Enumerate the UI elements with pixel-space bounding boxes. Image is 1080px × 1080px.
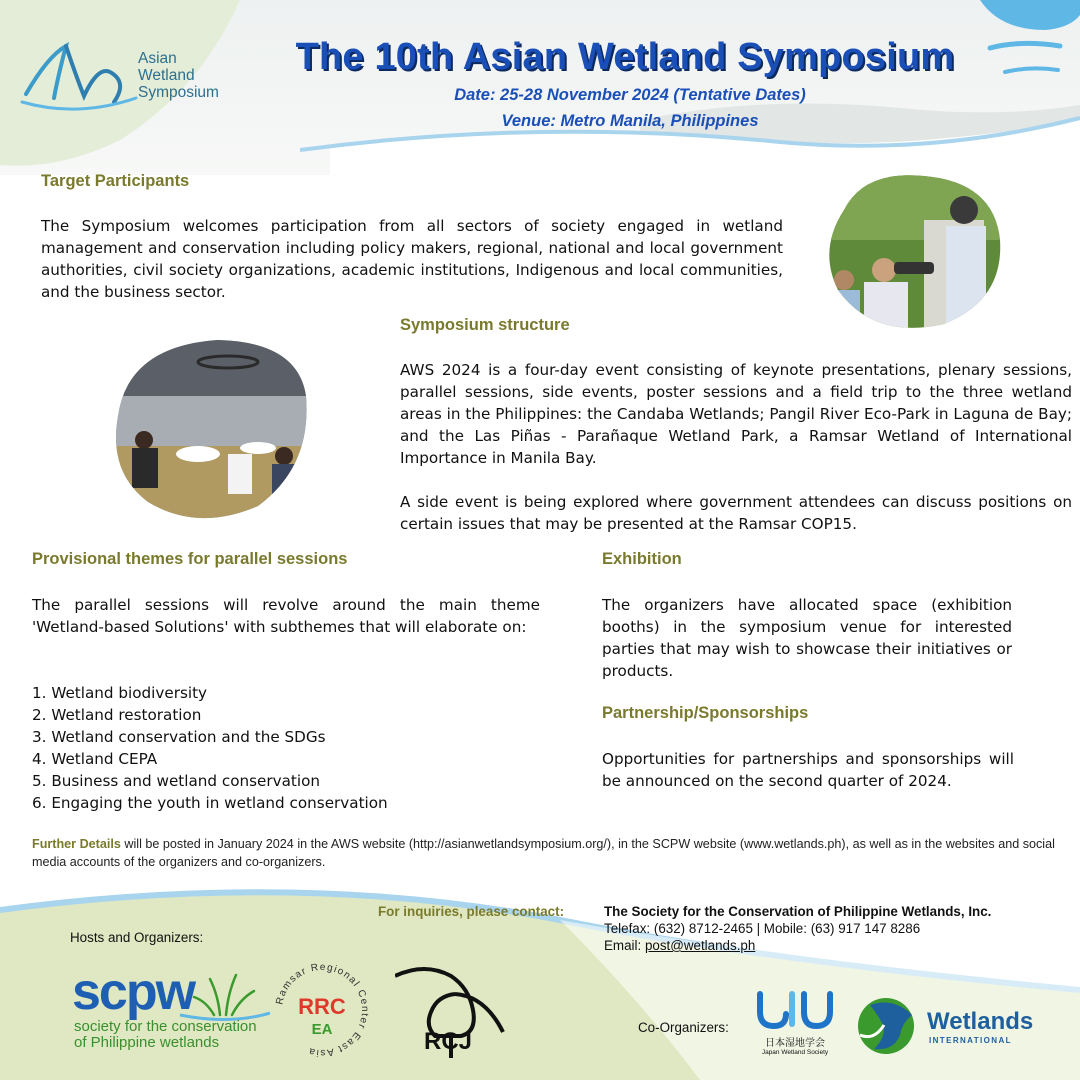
themes-list	[32, 682, 388, 814]
jws-japanese-name: 日本湿地学会	[765, 1038, 825, 1049]
rrc-sub: EA	[311, 1021, 333, 1038]
contact-email	[604, 938, 755, 953]
list-item: 4. Wetland CEPA	[32, 750, 158, 768]
conference-room-photo	[108, 336, 308, 522]
list-item: 6. Engaging the youth in wetland conservation	[32, 794, 388, 812]
partnership-heading: Partnership/Sponsorships	[602, 704, 809, 722]
rcj-logo-text: RCJ	[424, 1028, 473, 1055]
rrc-abbr: RRC	[298, 994, 346, 1019]
exhibition-heading: Exhibition	[602, 550, 682, 568]
target-participants-heading: Target Participants	[41, 172, 190, 190]
birdwatchers-photo	[824, 170, 1002, 330]
page-title: The 10th Asian Wetland Symposium	[295, 36, 955, 78]
list-item: 1. Wetland biodiversity	[32, 684, 208, 702]
aws-logo-text	[138, 50, 219, 101]
scpw-logo-text: scpw	[72, 963, 195, 1021]
further-details-text	[32, 835, 1062, 871]
wetlands-international-icon	[854, 995, 924, 1057]
aws-logo-line: Symposium	[138, 84, 219, 101]
exhibition-text: The organizers have allocated space (exhibition booths) in the symposium venue for interested parties that may wish to showcase their initiatives or products.	[602, 596, 1012, 680]
aws-logo-line: Asian	[138, 50, 177, 67]
jws-english-name: Japan Wetland Society	[761, 1049, 829, 1056]
event-date: Date: 25-28 November 2024 (Tentative Dates)	[454, 86, 806, 104]
rrc-logo	[272, 960, 372, 1060]
symposium-structure-heading: Symposium structure	[400, 316, 570, 334]
symposium-structure-text: AWS 2024 is a four-day event consisting of keynote presentations, plenary sessions, parallel sessions, side events, poster sessions and a field trip to the three wetland areas in the Philippines: the Candaba Wetlands; Pangil River Eco-Park in Laguna de Bay; and the Las Piñas - Parañaque Wetland Park, a Ramsar Wetland of International Importance in Manila Bay.	[400, 361, 1072, 467]
wetlands-international-sub: INTERNATIONAL	[929, 1036, 1012, 1045]
scpw-logo-line: society for the conservation	[74, 1018, 257, 1035]
email-label: Email:	[604, 938, 645, 953]
list-item: 2. Wetland restoration	[32, 706, 202, 724]
list-item: 5. Business and wetland conservation	[32, 772, 321, 790]
hosts-label: Hosts and Organizers:	[70, 930, 204, 945]
event-venue: Venue: Metro Manila, Philippines	[501, 112, 759, 130]
contact-organization: The Society for the Conservation of Philippine Wetlands, Inc.	[604, 904, 992, 919]
rrc-ring-text: Ramsar Regional Center East Asia	[274, 961, 371, 1059]
partnership-text: Opportunities for partnerships and sponsorships will be announced on the second quarter of 2024.	[602, 750, 1014, 790]
themes-text: The parallel sessions will revolve around the main theme 'Wetland-based Solutions' with subthemes that will elaborate on:	[32, 596, 540, 636]
contact-phone: Telefax: (632) 8712-2465 | Mobile: (63) 917 147 8286	[604, 921, 921, 936]
aws-logo-line: Wetland	[138, 67, 195, 84]
further-details-body: will be posted in January 2024 in the AWS website (http://asianwetlandsymposium.org/), in the SCPW website (www.wetlands.ph), as well as in the websites and social media accounts of the organizers and co-organizers.	[32, 837, 1055, 869]
side-event-text: A side event is being explored where government attendees can discuss positions on certain issues that may be presented at the Ramsar COP15.	[400, 493, 1072, 533]
email-link[interactable]: post@wetlands.ph	[644, 938, 756, 953]
further-details-lead: Further Details	[32, 837, 121, 851]
co-organizers-label: Co-Organizers:	[638, 1020, 729, 1035]
inquiries-label: For inquiries, please contact:	[378, 904, 565, 919]
target-participants-text: The Symposium welcomes participation from all sectors of society engaged in wetland management and conservation including policy makers, regional, national and local government authorities, civil society organizations, academic institutions, Indigenous and local communities, and the business sector.	[41, 217, 783, 301]
themes-heading: Provisional themes for parallel sessions	[32, 550, 348, 568]
wetlands-international-name: Wetlands	[927, 1008, 1034, 1035]
scpw-logo-line: of Philippine wetlands	[74, 1034, 220, 1051]
list-item: 3. Wetland conservation and the SDGs	[32, 728, 326, 746]
